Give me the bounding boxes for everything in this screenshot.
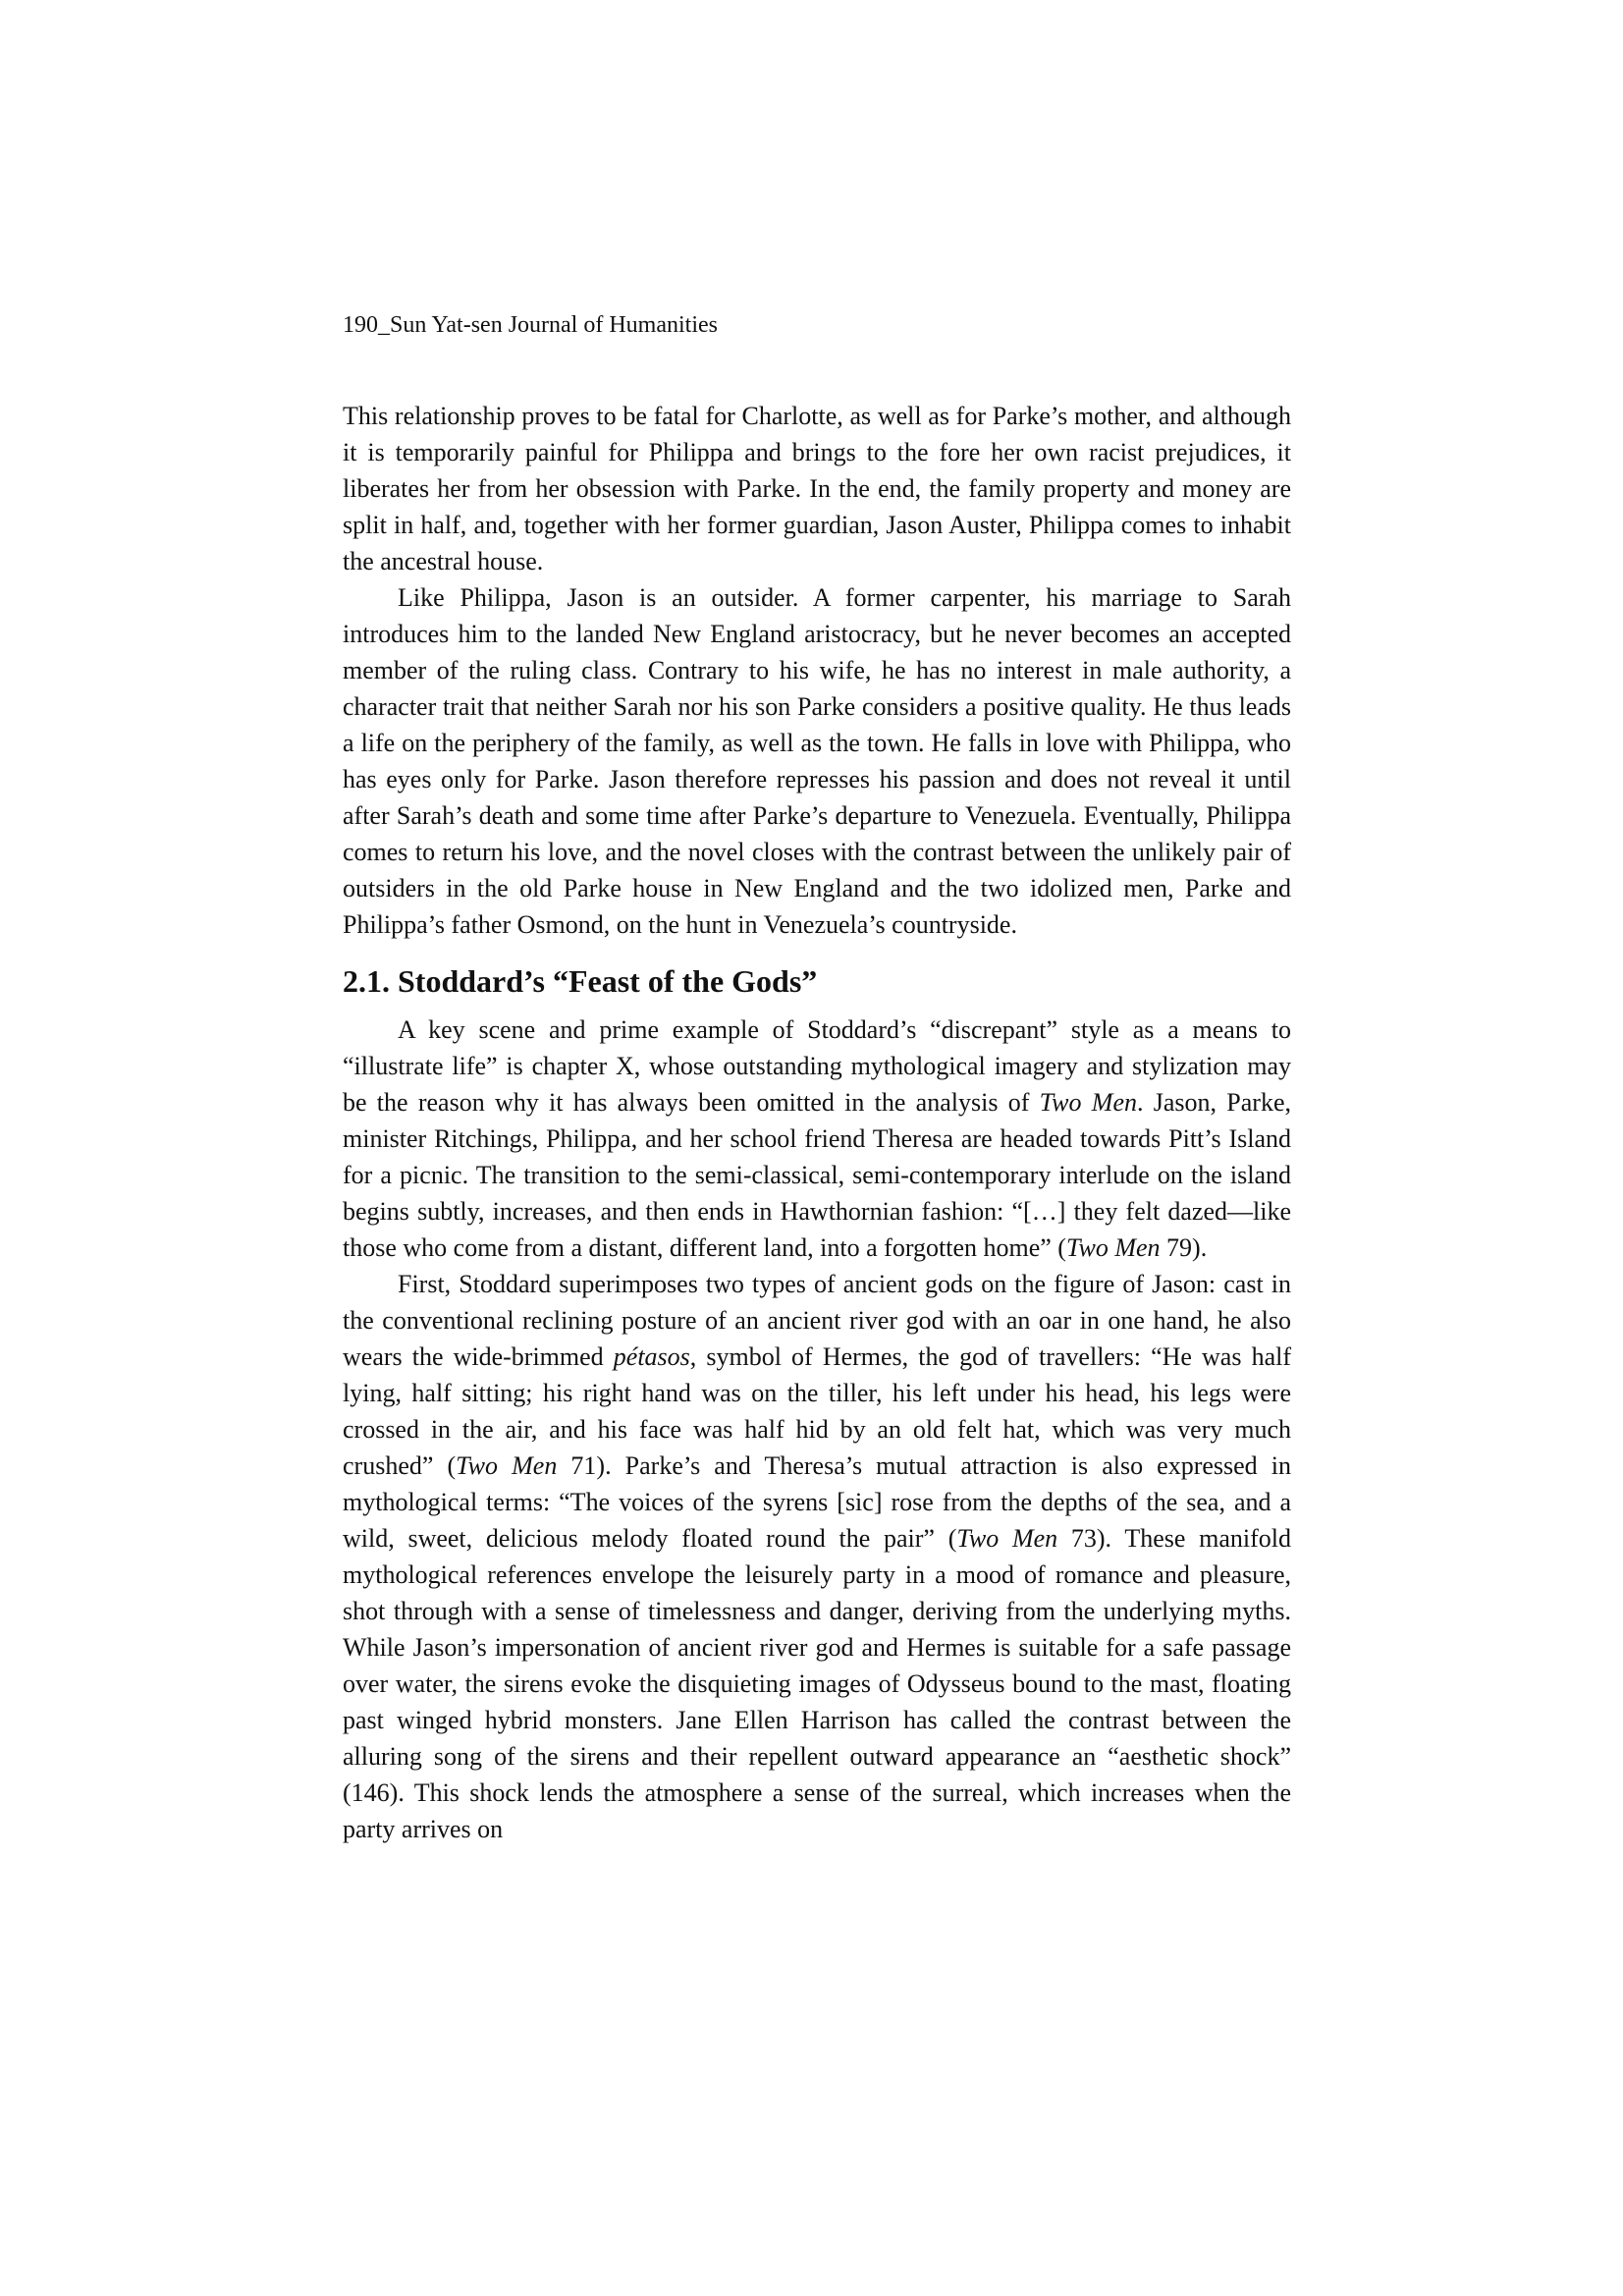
body-paragraph — [343, 398, 1291, 579]
text-run: A key scene and prime example of Stoddard’s “discrepant” style as a means to “illustrate life” is chapter X, whose outstanding mythological imagery and stylization may be the reason why it has always been omitted in the analysis of — [343, 1015, 1291, 1117]
italic-title: Two Men — [1039, 1088, 1137, 1117]
intro-paragraphs — [343, 398, 1291, 943]
running-head: 190_Sun Yat-sen Journal of Humanities — [343, 312, 718, 338]
article-body — [343, 398, 1291, 1847]
body-paragraph — [343, 1266, 1291, 1847]
text-run: 71). Parke’s and Theresa’s mutual attraction is also expressed in mythological terms: “The voices of the syrens [sic] rose from the depths of the sea, and a wild, sweet, delicious melody floated round the pair” ( — [343, 1451, 1291, 1553]
text-run: . Jason, Parke, minister Ritchings, Philippa, and her school friend Theresa are headed towards Pitt’s Island for a picnic. The transition to the semi-classical, semi-contemporary interlude on the island begins subtly, increases, and then ends in Hawthornian fashion: “[…] they felt dazed—like those who come from a distant, different land, into a forgotten home” ( — [343, 1088, 1291, 1262]
text-run: , symbol of Hermes, the god of travellers: “He was half lying, half sitting; his right hand was on the tiller, his left under his head, his legs were crossed in the air, and his face was half hid by an old felt hat, which was very much crushed” ( — [343, 1342, 1291, 1480]
text-run: 73). These manifold mythological references envelope the leisurely party in a mood of romance and pleasure, shot through with a sense of timelessness and danger, deriving from the underlying myths. While Jason’s impersonation of ancient river god and Hermes is suitable for a safe passage over water, the sirens evoke the disquieting images of Odysseus bound to the mast, floating past winged hybrid monsters. Jane Ellen Harrison has called the contrast between the alluring song of the sirens and their repellent outward appearance an “aesthetic shock” (146). This shock lends the atmosphere a sense of the surreal, which increases when the party arrives on — [343, 1524, 1292, 1843]
text-run: Like Philippa, Jason is an outsider. A former carpenter, his marriage to Sarah introduces him to the landed New England aristocracy, but he never becomes an accepted member of the ruling class. Contrary to his wife, he has no interest in male authority, a character trait that neither Sarah nor his son Parke considers a positive quality. He thus leads a life on the periphery of the family, as well as the town. He falls in love with Philippa, who has eyes only for Parke. Jason therefore represses his passion and does not reveal it until after Sarah’s death and some time after Parke’s departure to Venezuela. Eventually, Philippa comes to return his love, and the novel closes with the contrast between the unlikely pair of outsiders in the old Parke house in New England and the two idolized men, Parke and Philippa’s father Osmond, on the hunt in Venezuela’s countryside. — [343, 583, 1291, 939]
text-run: This relationship proves to be fatal for Charlotte, as well as for Parke’s mother, and although it is temporarily painful for Philippa and brings to the fore her own racist prejudices, it liberates her from her obsession with Parke. In the end, the family property and money are split in half, and, together with her former guardian, Jason Auster, Philippa comes to inhabit the ancestral house. — [343, 402, 1291, 575]
text-run: First, Stoddard superimposes two types of ancient gods on the figure of Jason: cast in the conventional reclining posture of an ancient river god with an oar in one hand, he also wears the wide-brimmed — [343, 1270, 1291, 1371]
body-paragraph — [343, 579, 1291, 943]
italic-title: pétasos — [613, 1342, 690, 1371]
italic-title: Two Men — [456, 1451, 558, 1480]
body-paragraph — [343, 1011, 1291, 1266]
section-heading: 2.1. Stoddard’s “Feast of the Gods” — [343, 963, 818, 999]
italic-title: Two Men — [956, 1524, 1058, 1553]
text-run: 79). — [1160, 1233, 1208, 1262]
italic-title: Two Men — [1065, 1233, 1161, 1262]
section-paragraphs — [343, 1011, 1291, 1847]
